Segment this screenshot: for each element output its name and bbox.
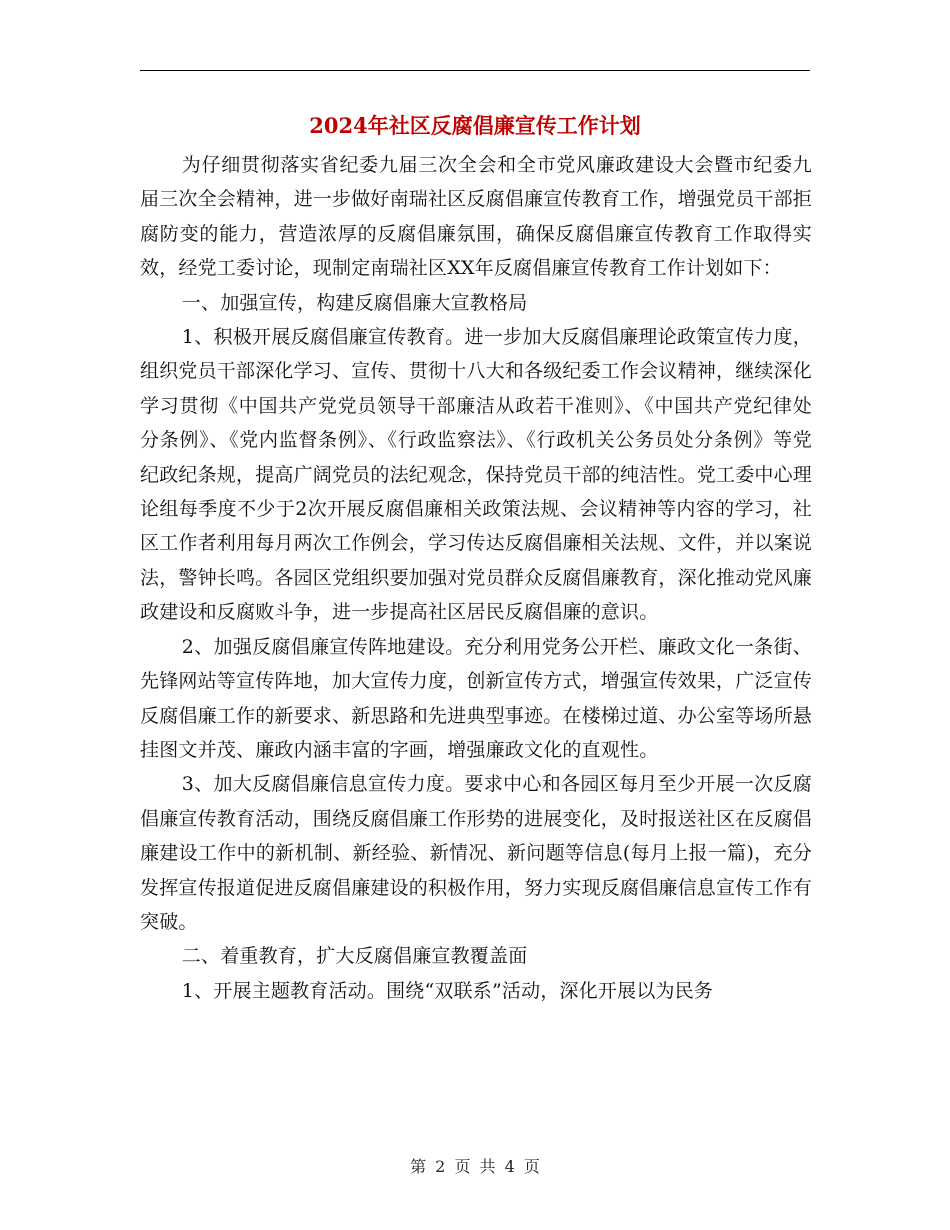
document-title: 2024年社区反腐倡廉宣传工作计划 xyxy=(309,113,641,138)
document-body xyxy=(140,148,812,1008)
section-heading-2: 二、着重教育，扩大反腐倡廉宣教覆盖面 xyxy=(181,945,528,968)
paragraph-1-1: 1、积极开展反腐倡廉宣传教育。进一步加大反腐倡廉理论政策宣传力度，组织党员干部深化学习、宣传、贯彻十八大和各级纪委工作会议精神，继续深化学习贯彻《中国共产党党员领导干部廉洁从政若干准则》、《中国共产党纪律处分条例》、《党内监督条例》、《行政监察法》、《行政机关公务员处分条例》等党纪政纪条规，提高广阔党员的法纪观念，保持党员干部的纯洁性。党工委中心理论组每季度不少于2次开展反腐倡廉相关政策法规、会议精神等内容的学习，社区工作者利用每月两次工作例会，学习传达反腐倡廉相关法规、文件，并以案说法，警钟长鸣。各园区党组织要加强对党员群众反腐倡廉教育，深化推动党风廉政建设和反腐败斗争，进一步提高社区居民反腐倡廉的意识。 xyxy=(140,326,813,624)
intro-paragraph: 为仔细贯彻落实省纪委九届三次全会和全市党风廉政建设大会暨市纪委九届三次全会精神，进一步做好南瑞社区反腐倡廉宣传教育工作，增强党员干部拒腐防变的能力，营造浓厚的反腐倡廉氛围，确保反腐倡廉宣传教育工作取得实效，经党工委讨论，现制定南瑞社区XX年反腐倡廉宣传教育工作计划如下： xyxy=(140,154,813,280)
section-heading-1: 一、加强宣传，构建反腐倡廉大宣教格局 xyxy=(181,291,528,314)
paragraph-2-1: 1、开展主题教育活动。围绕“双联系”活动，深化开展以为民务 xyxy=(181,979,714,1002)
header-rule xyxy=(140,70,810,71)
paragraph-1-2: 2、加强反腐倡廉宣传阵地建设。充分利用党务公开栏、廉政文化一条街、先锋网站等宣传阵地，加大宣传力度，创新宣传方式，增强宣传效果，广泛宣传反腐倡廉工作的新要求、新思路和先进典型事迹。在楼梯过道、办公室等场所悬挂图文并茂、廉政内涵丰富的字画，增强廉政文化的直观性。 xyxy=(140,635,813,761)
page-number-footer: 第 2 页 共 4 页 xyxy=(410,1157,540,1176)
paragraph-1-3: 3、加大反腐倡廉信息宣传力度。要求中心和各园区每月至少开展一次反腐倡廉宣传教育活动，围绕反腐倡廉工作形势的进展变化，及时报送社区在反腐倡廉建设工作中的新机制、新经验、新情况、新问题等信息(每月上报一篇)，充分发挥宣传报道促进反腐倡廉建设的积极作用，努力实现反腐倡廉信息宣传工作有突破。 xyxy=(140,773,813,933)
